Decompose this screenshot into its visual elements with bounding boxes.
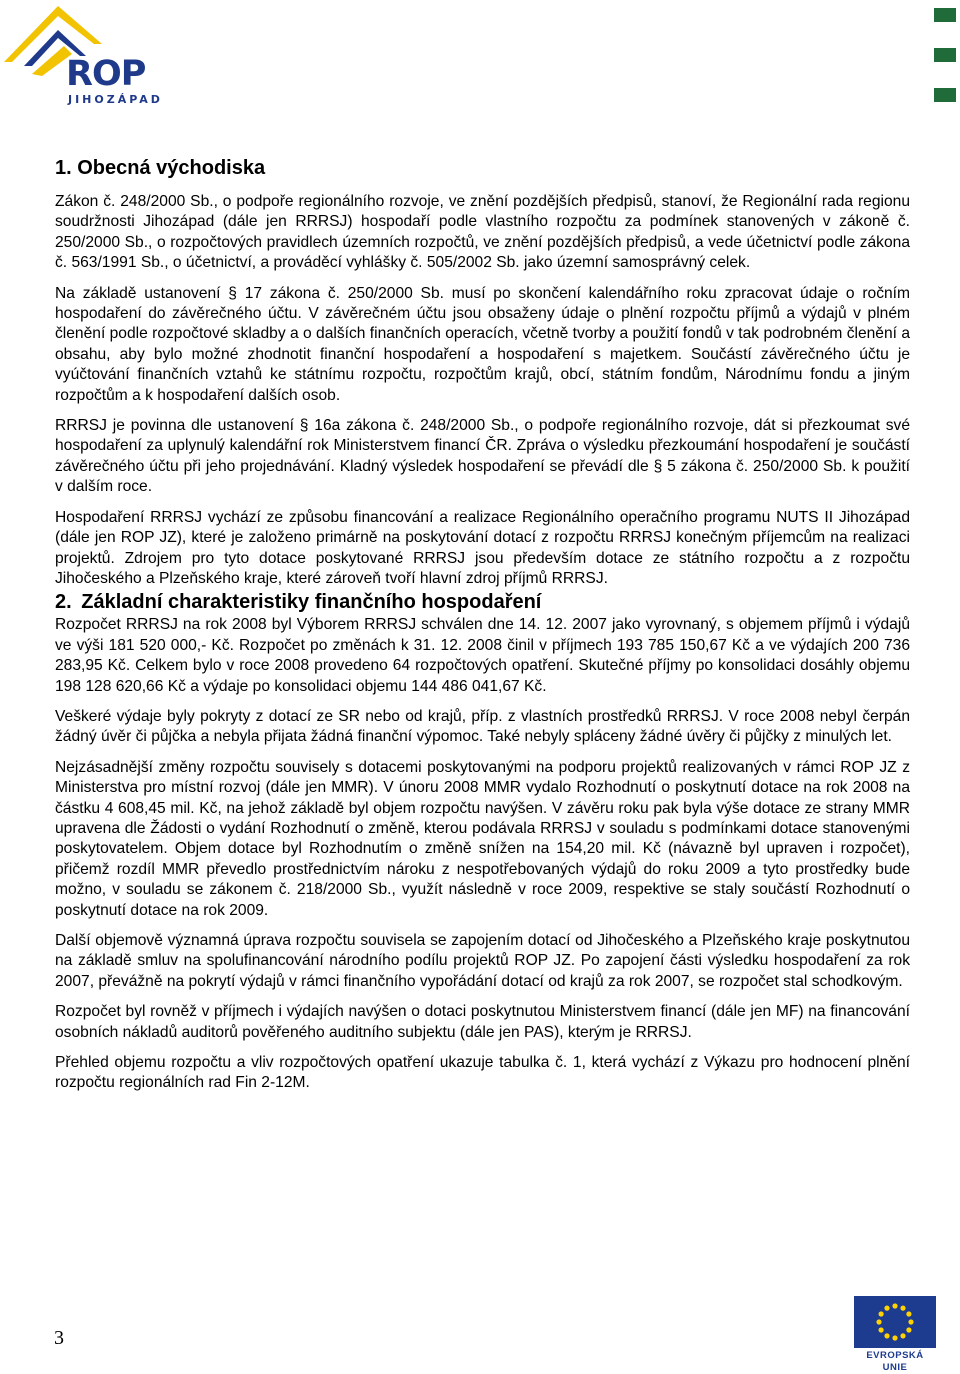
- s1-paragraph-4: Hospodaření RRRSJ vychází ze způsobu financování a realizace Regionálního operačního programu NUTS II Jihozápad (dále jen ROP JZ), které je založeno primárně na poskytování dotací z rozpočtu RRRSJ konečným příjemcům na realizaci projektů. Zdrojem pro tyto dotace poskytované RRRSJ jsou především dotace ze státního rozpočtu a z rozpočtu Jihočeského a Plzeňského kraje, které zároveň tvoří hlavní zdroj příjmů RRRSJ.: [55, 508, 910, 587]
- s2-paragraph-2: Veškeré výdaje byly pokryty z dotací ze SR nebo od krajů, příp. z vlastních prostředků RRRSJ. V roce 2008 nebyl čerpán žádný úvěr či půjčka a nebyla přijata žádná finanční výpomoc. Také nebyly spláceny žádné úvěry či půjčky z minulých let.: [55, 707, 910, 746]
- section-2-heading: [55, 589, 910, 615]
- page-number: 3: [54, 1327, 64, 1349]
- decor-square-1: [934, 8, 956, 22]
- section-2-title: Základní charakteristiky finančního hospodaření: [81, 591, 542, 614]
- s2-paragraph-5: Rozpočet byl rovněž v příjmech i výdajích navýšen o dotaci poskytnutou Ministerstvem financí (dále jen MF) na financování osobních nákladů auditorů pověřeného auditního subjektu (dále jen PAS), kterým je RRRSJ.: [55, 1003, 910, 1041]
- s1-paragraph-2: Na základě ustanovení § 17 zákona č. 250/2000 Sb. musí po skončení kalendářního roku zpracovat údaje o ročním hospodaření do závěrečného účtu. V závěrečném účtu jsou obsaženy údaje o plnění rozpočtu příjmů a výdajů v plném členění podle rozpočtové skladby a o dalších finančních operacích, včetně tvorby a použití fondů v tak podrobném členění a obsahu, aby bylo možné zhodnotit finanční hospodaření a hospodaření s majetkem. Součástí závěrečného účtu je vyúčtování finančních vztahů ke státnímu rozpočtu, rozpočtům krajů, obcí, státním fondům, Národnímu fondu a jiným rozpočtům a k hospodaření dalších osob.: [55, 284, 910, 404]
- eu-emblem: [854, 1296, 936, 1373]
- logo-subtitle: JIHOZÁPAD: [68, 93, 163, 106]
- section-1-heading: 1. Obecná východiska: [55, 157, 266, 179]
- decor-square-3: [934, 88, 956, 102]
- s2-paragraph-1: Rozpočet RRRSJ na rok 2008 byl Výborem RRRSJ schválen dne 14. 12. 2007 jako vyrovnaný, s objemem příjmů i výdajů ve výši 181 520 000,- Kč. Rozpočet po změnách k 31. 12. 2008 činil v příjmech 193 785 150,67 Kč a ve výdajích 200 736 283,95 Kč. Celkem bylo v roce 2008 provedeno 64 rozpočtových opatření. Skutečné příjmy po konsolidaci dosáhly objemu 198 128 620,66 Kč a výdaje po konsolidaci objemu 144 486 041,67 Kč.: [55, 616, 910, 695]
- s2-paragraph-6: Přehled objemu rozpočtu a vliv rozpočtových opatření ukazuje tabulka č. 1, která vychází z Výkazu pro hodnocení plnění rozpočtu regionálních rad Fin 2-12M.: [55, 1054, 910, 1092]
- s1-paragraph-3: RRRSJ je povinna dle ustanovení § 16a zákona č. 248/2000 Sb., o podpoře regionálního rozvoje, dát si přezkoumat své hospodaření za uplynulý kalendářní rok Ministerstvem financí ČR. Zpráva o výsledku přezkoumání hospodaření je součástí závěrečného účtu při jeho projednávání. Kladný výsledek hospodaření se převádí dle § 5 zákona č. 250/2000 Sb. k použití v dalším roce.: [55, 417, 910, 496]
- eu-stars-icon: [854, 1296, 936, 1348]
- rop-jihozapad-logo: [2, 4, 163, 108]
- document-body: [55, 155, 910, 1094]
- section-2-number: 2.: [55, 591, 72, 614]
- s2-paragraph-4: Další objemově významná úprava rozpočtu souvisela se zapojením dotací od Jihočeského a Plzeňského kraje poskytnutou na základě smluv na spolufinancování národního podílu projektů ROP JZ. Po zapojení části výsledku hospodaření za rok 2007, převážně na pokrytí výdajů v rámci finančního vypořádání dotací od krajů za rok 2007, se rozpočet stal schodkovým.: [55, 932, 910, 990]
- s2-paragraph-3: Nejzásadnější změny rozpočtu souvisely s dotacemi poskytovanými na podporu projektů realizovaných v rámci ROP JZ z Ministerstva pro místní rozvoj (dále jen MMR). V únoru 2008 MMR vydalo Rozhodnutí o poskytnutí dotace na rok 2008 na částku 4 608,45 mil. Kč, na jehož základě byl objem rozpočtu navýšen. V závěru roku pak byla výše dotace ze strany MMR upravena dle Žádosti o vydání Rozhodnutí o změně, kterou podávala RRRSJ v souladu s podmínkami dotace stanovenými poskytovatelem. Objem dotace byl Rozhodnutím o změně snížen na 154,20 mil. Kč (návazně byl upraven i rozpočet), přičemž rozdíl MMR převedlo prostřednictvím nároku z nespotřebovaných výdajů do roku 2009 a tyto prostředky bude možno, v souladu se zákonem č. 218/2000 Sb., využít následně v roce 2009, respektive se staly součástí Rozhodnutí o poskytnutí dotace na rok 2009.: [55, 758, 910, 919]
- eu-flag-icon: [854, 1296, 936, 1348]
- eu-label: EVROPSKÁ UNIE: [866, 1350, 924, 1373]
- decor-square-2: [934, 48, 956, 62]
- logo-word: ROP: [66, 54, 146, 94]
- s1-paragraph-1: Zákon č. 248/2000 Sb., o podpoře regionálního rozvoje, ve znění pozdějších předpisů, stanoví, že Regionální rada regionu soudržnosti Jihozápad (dále jen RRRSJ) hospodaří podle vlastního rozpočtu za podmínek stanovených v zákoně č. 250/2000 Sb., o rozpočtových pravidlech územních rozpočtů, ve znění pozdějších předpisů, a vede účetnictví podle zákona č. 563/1991 Sb., o účetnictví, a prováděcí vyhlášky č. 505/2002 Sb. jako územní samosprávný celek.: [55, 193, 910, 272]
